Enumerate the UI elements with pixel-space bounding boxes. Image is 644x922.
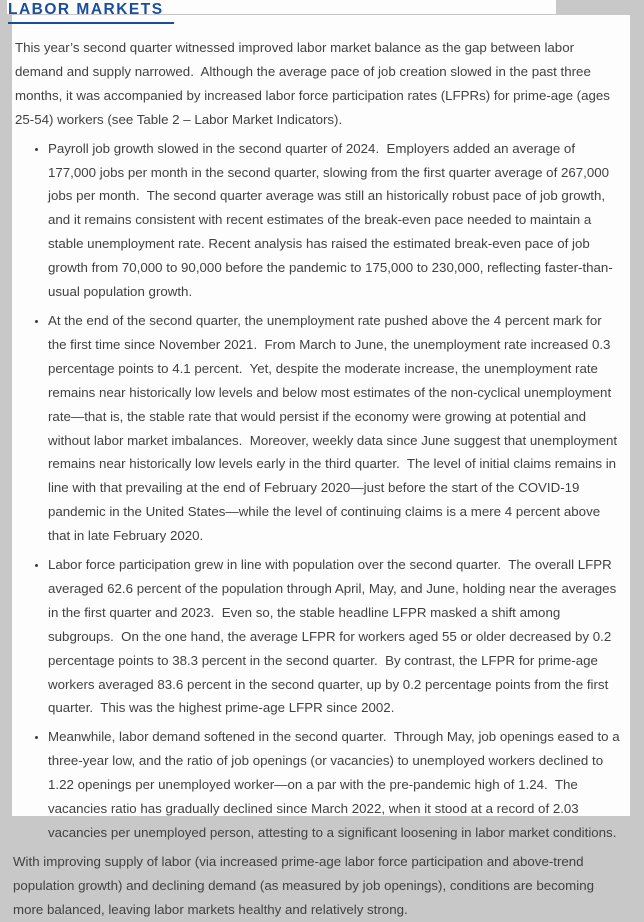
bullet-item-unemployment-rate: • At the end of the second quarter, the unemployment rate pushed above the 4 percent mark for the first time since November 2021. From March to June, the unemployment rate increased 0.3 percentage points to 4.1 percent. Yet, despite the moderate increase, the unemployment rate remains near historically low levels and below most estimates of the non-cyclical unemployment rate—that is, the stable rate that would persist if the economy were growing at potential and without labor market imbalances. Moreover, weekly data since June suggest that unemployment remains near historically low levels early in the third quarter. The level of initial claims remains in line with that prevailing at the end of February 2020—just before the start of the COVID-19 pandemic in the United States—while the level of continuing claims is a mere 4 percent above that in late February 2020. <box>48 309 622 548</box>
bullet-list <box>15 137 622 845</box>
bullet-item-payroll-job-growth: • Payroll job growth slowed in the second quarter of 2024. Employers added an average of 177,000 jobs per month in the second quarter, slowing from the first quarter average of 267,000 jobs per month. The second quarter average was still an historically robust pace of job growth, and it remains consistent with recent estimates of the break-even pace needed to maintain a stable unemployment rate. Recent analysis has raised the estimated break-even pace of job growth from 70,000 to 90,000 before the pandemic to 175,000 to 230,000, reflecting faster-than-usual population growth. <box>48 137 622 304</box>
content-card <box>12 15 630 917</box>
bullet-item-labor-force-participation: • Labor force participation grew in line with population over the second quarter. The overall LFPR averaged 62.6 percent of the population through April, May, and June, holding near the averages in the first quarter and 2023. Even so, the stable headline LFPR masked a shift among subgroups. On the one hand, the average LFPR for workers aged 55 or older decreased by 0.2 percentage points to 38.3 percent in the second quarter. By contrast, the LFPR for prime-age workers averaged 83.6 percent in the second quarter, up by 0.2 percentage points from the first quarter. This was the highest prime-age LFPR since 2002. <box>48 553 622 720</box>
bullet-item-labor-demand: • Meanwhile, labor demand softened in the second quarter. Through May, job openings eased to a three-year low, and the ratio of job openings (or vacancies) to unemployed workers declined to 1.22 openings per unemployed worker—on a par with the pre-pandemic high of 1.24. The vacancies ratio has gradually declined since March 2022, when it stood at a record of 2.03 vacancies per unemployed person, attesting to a significant loosening in labor market conditions. <box>48 725 622 845</box>
intro-paragraph: This year’s second quarter witnessed improved labor market balance as the gap between labor demand and supply narrowed. Although the average pace of job creation slowed in the past three months, it was accompanied by increased labor force participation rates (LFPRs) for prime-age (ages 25-54) workers (see Table 2 – Labor Market Indicators). <box>15 40 614 127</box>
section-title: LABOR MARKETS <box>8 1 174 24</box>
closing-paragraph: With improving supply of labor (via increased prime-age labor force participation and above-trend population growth) and declining demand (as measured by job openings), conditions are becoming more balanced, leaving labor markets healthy and relatively strong. <box>13 853 598 917</box>
